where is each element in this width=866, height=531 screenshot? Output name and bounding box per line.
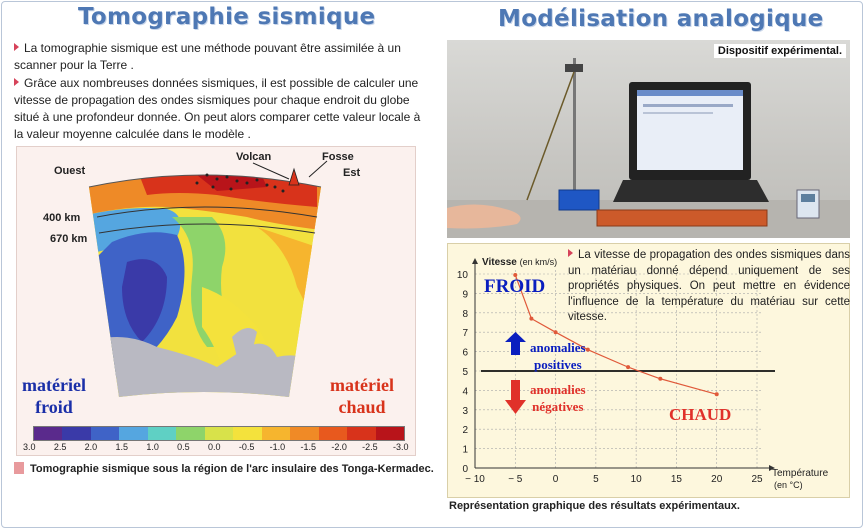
- colorbar-tick-label: 0.0: [208, 442, 221, 452]
- colorbar-tick-label: -2.0: [331, 442, 347, 452]
- x-tick-label: 10: [630, 474, 642, 485]
- colorbar-tick-label: -1.5: [300, 442, 317, 452]
- x-tick-label: − 10: [465, 474, 485, 485]
- label-ouest: Ouest: [54, 165, 86, 177]
- anomalies-positives: anomalies positives: [530, 340, 586, 372]
- data-point: [529, 317, 533, 321]
- paragraph-1: La tomographie sismique est une méthode pouvant être assimilée à un scanner pour la Terre .: [14, 41, 401, 72]
- colorbar-tick-label: 2.5: [53, 442, 67, 452]
- colorbar-tick-label: -3.0: [393, 442, 409, 452]
- y-tick-label: 2: [462, 425, 468, 437]
- paragraph-2: Grâce aux nombreuses données sismiques, il est possible de calculer une vitesse de propagation des ondes sismiques pour chaque endroit du globe situé à une profondeur donnée. On peut alors comparer cette valeur locale à la valeur moyenne calculée dans le modèle .: [14, 76, 421, 141]
- colorbar-tick-label: -1.0: [269, 442, 286, 452]
- left-title: Tomographie sismique: [78, 4, 376, 30]
- y-tick-label: 10: [456, 270, 468, 281]
- label-est: Est: [343, 167, 361, 179]
- label-fosse: Fosse: [322, 151, 354, 163]
- right-caption: Représentation graphique des résultats expérimentaux.: [449, 500, 740, 512]
- x-axis-label: Température: [772, 468, 829, 479]
- colorbar-tick-label: 2.0: [84, 442, 98, 452]
- bullet-icon: [568, 249, 573, 257]
- x-tick-label: 20: [711, 474, 723, 485]
- colorbar-tick-label: 1.0: [146, 442, 159, 452]
- y-axis-label: Vitesse (en km/s): [482, 257, 558, 268]
- colorbar-tick-label: 3.0: [23, 442, 36, 452]
- anomalies-negatives: anomalies négatives: [530, 382, 586, 414]
- left-caption: Tomographie sismique sous la région de l'arc insulaire des Tonga-Kermadec.: [30, 463, 434, 475]
- label-400km: 400 km: [43, 212, 81, 224]
- label-froid: FROID: [484, 276, 546, 297]
- y-tick-label: 6: [462, 347, 468, 359]
- arrow-down-icon: [505, 380, 526, 414]
- x-tick-label: − 5: [508, 474, 523, 485]
- colorbar-tick-label: -0.5: [238, 442, 255, 452]
- colorbar-tick-label: 0.5: [177, 442, 190, 452]
- materiel-chaud: matériel chaud: [330, 375, 394, 417]
- colorbar-tick-label: -2.5: [362, 442, 378, 452]
- label-670km: 670 km: [50, 233, 88, 245]
- label-volcan: Volcan: [236, 151, 272, 163]
- x-tick-label: 25: [751, 474, 763, 485]
- y-tick-label: 7: [462, 328, 468, 340]
- x-axis-unit: (en °C): [774, 480, 803, 490]
- colorbar-tick-label: 1.5: [115, 442, 129, 452]
- materiel-froid: matériel froid: [22, 375, 86, 417]
- right-title: Modélisation analogique: [498, 6, 824, 32]
- data-point: [626, 365, 630, 369]
- graph-description: La vitesse de propagation des ondes sismiques dans un matériau donné dépend uniquement de ses propriétés physiques. On peut mettre en évidence l'influence de la température du matériau sur cette vitesse.: [568, 249, 850, 323]
- data-point: [715, 392, 719, 396]
- y-tick-label: 0: [462, 464, 468, 475]
- y-tick-label: 4: [462, 386, 468, 398]
- x-tick-label: 15: [670, 474, 682, 485]
- x-tick-label: 5: [593, 474, 599, 485]
- data-point: [586, 348, 590, 352]
- y-tick-label: 3: [462, 405, 468, 417]
- y-tick-label: 1: [462, 444, 468, 456]
- y-tick-label: 8: [462, 308, 468, 320]
- label-chaud: CHAUD: [669, 405, 732, 424]
- y-axis-arrow-icon: [472, 258, 478, 264]
- photo-caption: Dispositif expérimental.: [714, 44, 846, 58]
- x-tick-label: 0: [552, 474, 559, 485]
- data-point: [658, 377, 662, 381]
- data-point: [554, 330, 558, 334]
- y-tick-label: 5: [462, 367, 468, 378]
- y-tick-label: 9: [462, 289, 468, 301]
